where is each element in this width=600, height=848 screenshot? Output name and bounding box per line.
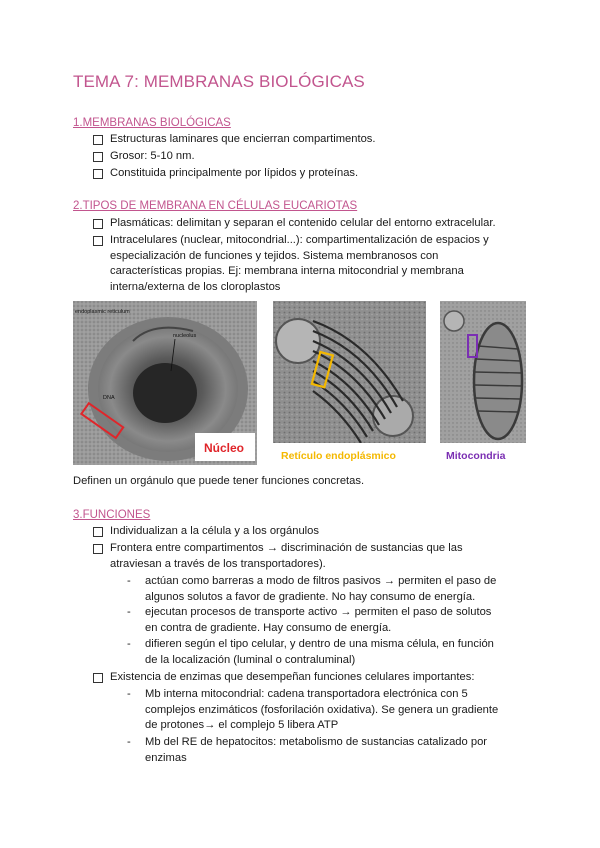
- checkbox-icon: [93, 152, 103, 162]
- checkbox-icon: [93, 219, 103, 229]
- nucleus-micrograph: [73, 301, 257, 465]
- list-item: Constituida principalmente por lípidos y proteínas.: [93, 166, 358, 182]
- list-item: Existencia de enzimas que desempeñan funciones celulares importantes:: [93, 670, 474, 686]
- nucleus-inner-label: endoplasmic reticulum: [75, 309, 130, 315]
- nucleus-label: Núcleo: [204, 441, 245, 455]
- er-micrograph: [273, 301, 426, 465]
- list-item: Intracelulares (nuclear, mitocondrial...): compartimentalización de espacios y especialización de funciones y tejidos. Sistema membranosos con características propias. Ej: membrana interna mitocondrial y membrana interna/externa de los cloroplastos: [93, 233, 489, 295]
- sub-list-item: - difieren según el tipo celular, y dentro de una misma célula, en función de la localización (luminal o contraluminal): [127, 638, 494, 666]
- nucleus-inner-label: nucleolus: [173, 333, 197, 339]
- list-item: Plasmáticas: delimitan y separan el contenido celular del entorno extracelular.: [93, 216, 496, 232]
- list-item: Estructuras laminares que encierran compartimentos.: [93, 132, 376, 148]
- checkbox-icon: [93, 236, 103, 246]
- list-item: Frontera entre compartimentos → discriminación de sustancias que las atraviesan a través de los transportadores).: [93, 541, 463, 572]
- caption: Definen un orgánulo que puede tener funciones concretas.: [73, 475, 365, 487]
- mitochondria-micrograph: [440, 301, 526, 465]
- checkbox-icon: [93, 527, 103, 537]
- list-item: Grosor: 5-10 nm.: [93, 149, 195, 165]
- mitochondria-label: Mitocondria: [446, 450, 506, 462]
- section-heading-2: 2.TIPOS DE MEMBRANA EN CÉLULAS EUCARIOTAS: [73, 200, 358, 212]
- nucleus-inner-label: DNA: [103, 395, 115, 401]
- sub-list-item: - ejecutan procesos de transporte activo → permiten el paso de solutos en contra de gradiente. Hay consumo de energía.: [127, 606, 492, 634]
- sub-list-item: - Mb del RE de hepatocitos: metabolismo de sustancias catalizado por enzimas: [127, 736, 488, 764]
- checkbox-icon: [93, 135, 103, 145]
- section-heading-3: 3.FUNCIONES: [73, 509, 151, 521]
- checkbox-icon: [93, 544, 103, 554]
- er-label: Retículo endoplásmico: [281, 450, 396, 462]
- page-title: TEMA 7: MEMBRANAS BIOLÓGICAS: [73, 72, 365, 91]
- sub-list-item: - actúan como barreras a modo de filtros pasivos → permiten el paso de algunos solutos a favor de gradiente. No hay consumo de energía.: [127, 575, 497, 603]
- sub-list-item: - Mb interna mitocondrial: cadena transportadora electrónica con 5 complejos enzimáticos (fosforilación oxidativa). Se genera un gradiente de protones→ el complejo 5 libera ATP: [127, 688, 499, 731]
- checkbox-icon: [93, 169, 103, 179]
- section-heading-1: 1.MEMBRANAS BIOLÓGICAS: [73, 117, 231, 129]
- list-item: Individualizan a la célula y a los orgánulos: [93, 524, 319, 540]
- checkbox-icon: [93, 673, 103, 683]
